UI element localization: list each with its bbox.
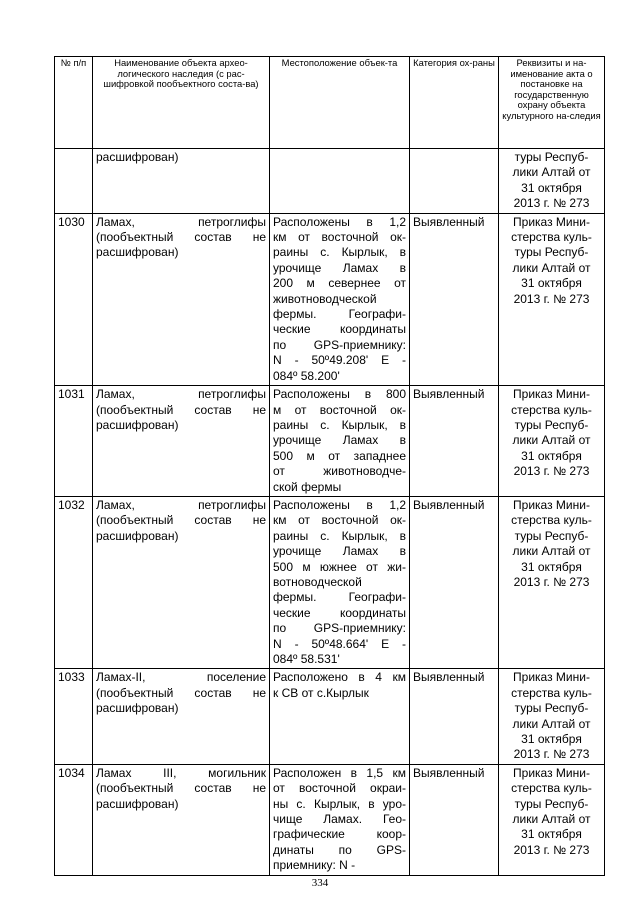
protection-act-line: 2013 г. № 273 bbox=[513, 842, 590, 857]
object-name-line: Ламах III, могильник bbox=[96, 765, 266, 780]
object-name bbox=[93, 764, 270, 875]
object-name-line: (пообъектный состав не bbox=[96, 685, 266, 700]
row-number: 1032 bbox=[55, 496, 93, 668]
object-location-line: Расположены в 800 bbox=[273, 387, 406, 402]
object-location-line: приемнику: N - bbox=[273, 858, 356, 873]
object-location-line: ческие координаты bbox=[273, 322, 406, 337]
object-location bbox=[270, 386, 410, 497]
protection-act-line: 31 октября bbox=[521, 732, 582, 747]
object-location-line: чище Ламах. Гео- bbox=[273, 812, 406, 827]
row-number: 1033 bbox=[55, 669, 93, 764]
protection-act-line: Приказ Мини- bbox=[513, 497, 590, 512]
object-location-line: динаты по GPS- bbox=[273, 842, 406, 857]
page-number: 334 bbox=[311, 877, 329, 889]
protection-act-line: 2013 г. № 273 bbox=[513, 291, 590, 306]
object-location-line: животноводческой bbox=[273, 291, 377, 306]
object-location-line: фермы. Географи- bbox=[273, 307, 406, 322]
continuation-row bbox=[55, 149, 605, 214]
object-location-line: м от восточной ок- bbox=[273, 402, 406, 417]
object-location-line: ской фермы bbox=[273, 479, 342, 494]
protection-category: Выявленный bbox=[410, 764, 499, 875]
row-number: 1031 bbox=[55, 386, 93, 497]
table-row bbox=[55, 764, 605, 875]
protection-act bbox=[499, 386, 605, 497]
object-location-line: 084º 58.200' bbox=[273, 368, 340, 383]
protection-act-line: лики Алтай от bbox=[512, 260, 591, 275]
table-header-row bbox=[55, 57, 605, 149]
object-location-line: N - 50º49.208' E - bbox=[273, 353, 406, 368]
object-location-line: Расположены в 1,2 bbox=[273, 214, 406, 229]
object-location-line: 084º 58.531' bbox=[273, 652, 340, 666]
object-location-line: Расположены в 1,2 bbox=[273, 497, 406, 512]
protection-act bbox=[499, 496, 605, 668]
object-location-line: км от восточной ок- bbox=[273, 230, 406, 245]
protection-category: Выявленный bbox=[410, 669, 499, 764]
object-name-line: Ламах-II, поселение bbox=[96, 670, 266, 685]
heritage-register-table bbox=[54, 56, 605, 876]
object-location-line: от восточной окраи- bbox=[273, 781, 406, 796]
protection-act-line: туры Респуб- bbox=[514, 796, 589, 811]
object-name-line: (пообъектный состав не bbox=[96, 513, 266, 528]
object-name bbox=[93, 386, 270, 497]
object-location-line: км от восточной ок- bbox=[273, 513, 406, 528]
continuation-act bbox=[499, 149, 605, 214]
object-name-line: Ламах, петроглифы bbox=[96, 214, 266, 229]
protection-act bbox=[499, 764, 605, 875]
continuation-act-line: 2013 г. № 273 bbox=[513, 196, 590, 211]
protection-act-line: 2013 г. № 273 bbox=[513, 747, 590, 762]
protection-category: Выявленный bbox=[410, 213, 499, 385]
protection-act-line: Приказ Мини- bbox=[513, 765, 590, 780]
object-name-line: Ламах, петроглифы bbox=[96, 387, 266, 402]
protection-act-line: 31 октября bbox=[521, 827, 582, 842]
object-name-line: (пообъектный состав не bbox=[96, 230, 266, 245]
protection-act-line: 31 октября bbox=[521, 448, 582, 463]
header-name: Наименование объекта архео-логического наследия (с рас-шифровкой пообъектного соста-ва) bbox=[93, 57, 270, 149]
object-location bbox=[270, 496, 410, 668]
object-name bbox=[93, 496, 270, 668]
continuation-name bbox=[93, 149, 270, 214]
object-location-line: графические коор- bbox=[273, 827, 406, 842]
object-location-line: по GPS-приемнику: bbox=[273, 337, 406, 352]
table-row bbox=[55, 496, 605, 668]
object-location-line: фермы. Географи- bbox=[273, 590, 406, 605]
object-location-line: по GPS-приемнику: bbox=[273, 621, 406, 636]
protection-act-line: лики Алтай от bbox=[512, 544, 591, 559]
header-category: Категория ох-раны bbox=[410, 57, 499, 149]
object-name-line: расшифрован) bbox=[96, 245, 179, 260]
protection-act-line: 2013 г. № 273 bbox=[513, 574, 590, 589]
continuation-location bbox=[270, 149, 410, 214]
protection-act-line: 31 октября bbox=[521, 559, 582, 574]
protection-act-line: Приказ Мини- bbox=[513, 670, 590, 685]
object-location-line: к СВ от с.Кырлык bbox=[273, 685, 369, 700]
continuation-act-line: туры Респуб- bbox=[514, 150, 589, 164]
protection-act-line: лики Алтай от bbox=[512, 433, 591, 448]
object-name-line: расшифрован) bbox=[96, 796, 179, 811]
protection-act-line: Приказ Мини- bbox=[513, 214, 590, 229]
object-location-line: N - 50º48.664' E - bbox=[273, 636, 406, 651]
object-name-line: расшифрован) bbox=[96, 528, 179, 543]
protection-act-line: туры Респуб- bbox=[514, 528, 589, 543]
table-row bbox=[55, 669, 605, 764]
object-location-line: 500 м от западнее bbox=[273, 448, 406, 463]
object-location-line: вотноводческой bbox=[273, 574, 362, 589]
continuation-category bbox=[410, 149, 499, 214]
object-location-line: раины с. Кырлык, в bbox=[273, 245, 406, 260]
protection-act-line: туры Респуб- bbox=[514, 417, 589, 432]
protection-act-line: стерства куль- bbox=[511, 685, 592, 700]
continuation-act-line: лики Алтай от bbox=[512, 165, 591, 180]
object-name-line: Ламах, петроглифы bbox=[96, 497, 266, 512]
object-name-line: расшифрован) bbox=[96, 417, 179, 432]
object-location-line: раины с. Кырлык, в bbox=[273, 528, 406, 543]
object-location-line: Расположено в 4 км bbox=[273, 670, 406, 685]
object-location bbox=[270, 669, 410, 764]
protection-act-line: стерства куль- bbox=[511, 230, 592, 245]
protection-act-line: Приказ Мини- bbox=[513, 387, 590, 402]
continuation-act-line: 31 октября bbox=[521, 180, 582, 195]
protection-act-line: стерства куль- bbox=[511, 513, 592, 528]
object-location-line: урочище Ламах в bbox=[273, 260, 406, 275]
object-name bbox=[93, 213, 270, 385]
protection-act bbox=[499, 213, 605, 385]
continuation-num bbox=[55, 149, 93, 214]
object-location-line: урочище Ламах в bbox=[273, 433, 406, 448]
protection-act-line: туры Респуб- bbox=[514, 701, 589, 716]
object-location-line: от животноводче- bbox=[273, 464, 406, 479]
object-name bbox=[93, 669, 270, 764]
table-row bbox=[55, 386, 605, 497]
continuation-name-line: расшифрован) bbox=[96, 150, 179, 164]
object-location-line: 500 м южнее от жи- bbox=[273, 559, 406, 574]
row-number: 1030 bbox=[55, 213, 93, 385]
protection-act-line: лики Алтай от bbox=[512, 812, 591, 827]
row-number: 1034 bbox=[55, 764, 93, 875]
table-body bbox=[55, 149, 605, 876]
object-name-line: (пообъектный состав не bbox=[96, 402, 266, 417]
table-row bbox=[55, 213, 605, 385]
protection-category: Выявленный bbox=[410, 496, 499, 668]
object-location-line: ческие координаты bbox=[273, 605, 406, 620]
object-name-line: расшифрован) bbox=[96, 701, 179, 716]
protection-act-line: 2013 г. № 273 bbox=[513, 464, 590, 479]
protection-act-line: лики Алтай от bbox=[512, 716, 591, 731]
header-act: Реквизиты и на-именование акта о постановке на государственную охрану объекта культурного на-следия bbox=[499, 57, 605, 149]
object-location-line: урочище Ламах в bbox=[273, 544, 406, 559]
object-name-line: (пообъектный состав не bbox=[96, 781, 266, 796]
protection-act-line: 31 октября bbox=[521, 276, 582, 291]
object-location bbox=[270, 213, 410, 385]
header-num: № п/п bbox=[55, 57, 93, 149]
object-location-line: 200 м севернее от bbox=[273, 276, 406, 291]
protection-act-line: стерства куль- bbox=[511, 781, 592, 796]
protection-act bbox=[499, 669, 605, 764]
header-location: Местоположение объек-та bbox=[270, 57, 410, 149]
object-location-line: Расположен в 1,5 км bbox=[273, 765, 406, 780]
object-location-line: ны с. Кырлык, в уро- bbox=[273, 796, 406, 811]
object-location bbox=[270, 764, 410, 875]
protection-act-line: стерства куль- bbox=[511, 402, 592, 417]
object-location-line: раины с. Кырлык, в bbox=[273, 417, 406, 432]
protection-category: Выявленный bbox=[410, 386, 499, 497]
protection-act-line: туры Респуб- bbox=[514, 245, 589, 260]
